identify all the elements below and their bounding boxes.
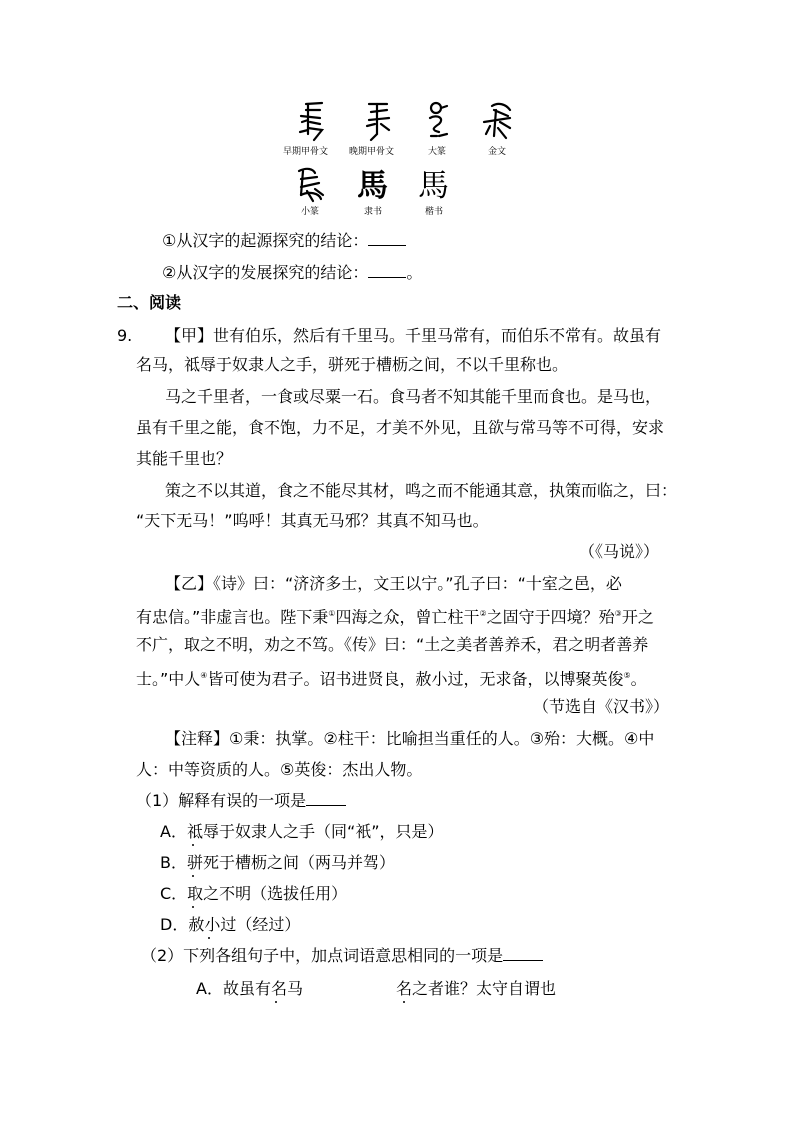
oracle-bone-early-glyph — [296, 100, 328, 142]
question-2-stem: （2）下列各组句子中，加点词语意思相同的一项是 — [141, 946, 543, 966]
emphasis-dot — [192, 906, 194, 908]
question-1-option-c: C．取之不明（选拔任用） — [160, 884, 348, 903]
emphasis-dot — [192, 875, 194, 877]
caption-bronze: 金文 — [488, 147, 507, 157]
caption-regular: 楷书 — [425, 207, 444, 217]
footnote-marker: ⑤ — [623, 671, 631, 680]
caption-clerical: 隶书 — [364, 207, 383, 217]
small-seal-glyph — [293, 165, 327, 205]
passage-jia-line: “天下无马！”呜呼！其真无马邪？其真不知马也。 — [136, 511, 489, 530]
answer-blank — [503, 946, 543, 961]
caption-small-seal: 小篆 — [301, 207, 320, 217]
conclusion-development: ②从汉字的发展探究的结论： 。 — [162, 263, 423, 282]
section-heading: 二、阅读 — [117, 293, 182, 312]
passage-jia-line: 其能千里也？ — [136, 449, 233, 468]
passage-yi-line: 不广，取之不明，劝之不笃。《传》曰：“土之美者善养禾，君之明者善养 — [136, 635, 649, 654]
regular-script-char: 馬 — [418, 168, 449, 204]
passage-jia-line: 马之千里者，一食或尽粟一石。食马者不知其能千里而食也。是马也， — [165, 387, 662, 406]
notes-line: 人：中等资质的人。⑤英俊：杰出人物。 — [136, 760, 423, 779]
emphasis-dot — [275, 1001, 277, 1003]
passage-jia-line: 虽有千里之能，食不饱，力不足，才美不外见，且欲与常马等不可得，安求 — [136, 418, 665, 437]
passage-yi-line: 有忠信。”非虚言也。陛下秉①四海之众，曾亡柱干②之固守于四境？殆③开之 — [136, 607, 654, 627]
emphasis-dot — [192, 844, 194, 846]
passage-jia-line: 【甲】世有伯乐，然后有千里马。千里马常有，而伯乐不常有。故虽有 — [165, 326, 662, 345]
great-seal-glyph — [425, 100, 451, 142]
caption-early-oracle: 早期甲骨文 — [283, 147, 329, 157]
caption-great-seal: 大篆 — [428, 147, 447, 157]
notes-line: 【注释】①秉：执掌。②柱干：比喻担当重任的人。③殆：大概。④中 — [165, 729, 655, 748]
passage-jia-line: 策之不以其道，食之不能尽其材，鸣之而不能通其意，执策而临之，曰： — [165, 481, 678, 500]
question-number: 9. — [117, 326, 133, 345]
question-1-stem: （1）解释有误的一项是 — [136, 791, 346, 811]
emphasis-dot — [208, 937, 210, 939]
clerical-script-char: 馬 — [357, 168, 388, 204]
oracle-bone-late-glyph — [363, 100, 393, 142]
passage-yi-line: 士。”中人④皆可使为君子。诏书进贤良，赦小过，无求备，以博聚英俊⑤。 — [136, 669, 647, 689]
source-jia: （《马说》） — [579, 542, 660, 561]
footnote-marker: ② — [479, 609, 487, 618]
footnote-marker: ① — [328, 609, 336, 618]
passage-jia-line: 名马，祗辱于奴隶人之手，骈死于槽枥之间，不以千里称也。 — [136, 355, 569, 374]
question-1-option-a: A．祗辱于奴隶人之手（同“衹”，只是） — [160, 822, 444, 841]
answer-blank — [368, 263, 406, 278]
emphasis-dot — [403, 1001, 405, 1003]
bronze-inscription-glyph — [480, 100, 514, 142]
conclusion-origin: ①从汉字的起源探究的结论： — [162, 231, 406, 251]
question-2-option-a-left: A．故虽有名马 — [196, 979, 303, 998]
footnote-marker: ④ — [200, 671, 208, 680]
footnote-marker: ③ — [614, 609, 622, 618]
passage-yi-line: 【乙】《诗》曰：“济济多士，文王以宁。”孔子曰：“十室之邑，必 — [165, 574, 622, 593]
answer-blank — [368, 231, 406, 246]
source-yi: （节选自《汉书》） — [533, 697, 670, 716]
question-1-option-d: D．赦小过（经过） — [160, 915, 301, 934]
question-1-option-b: B．骈死于槽枥之间（两马并驾） — [160, 853, 395, 872]
question-2-option-a-right: 名之者谁？太守自谓也 — [396, 979, 557, 998]
answer-blank — [306, 791, 346, 806]
caption-late-oracle: 晚期甲骨文 — [349, 147, 395, 157]
